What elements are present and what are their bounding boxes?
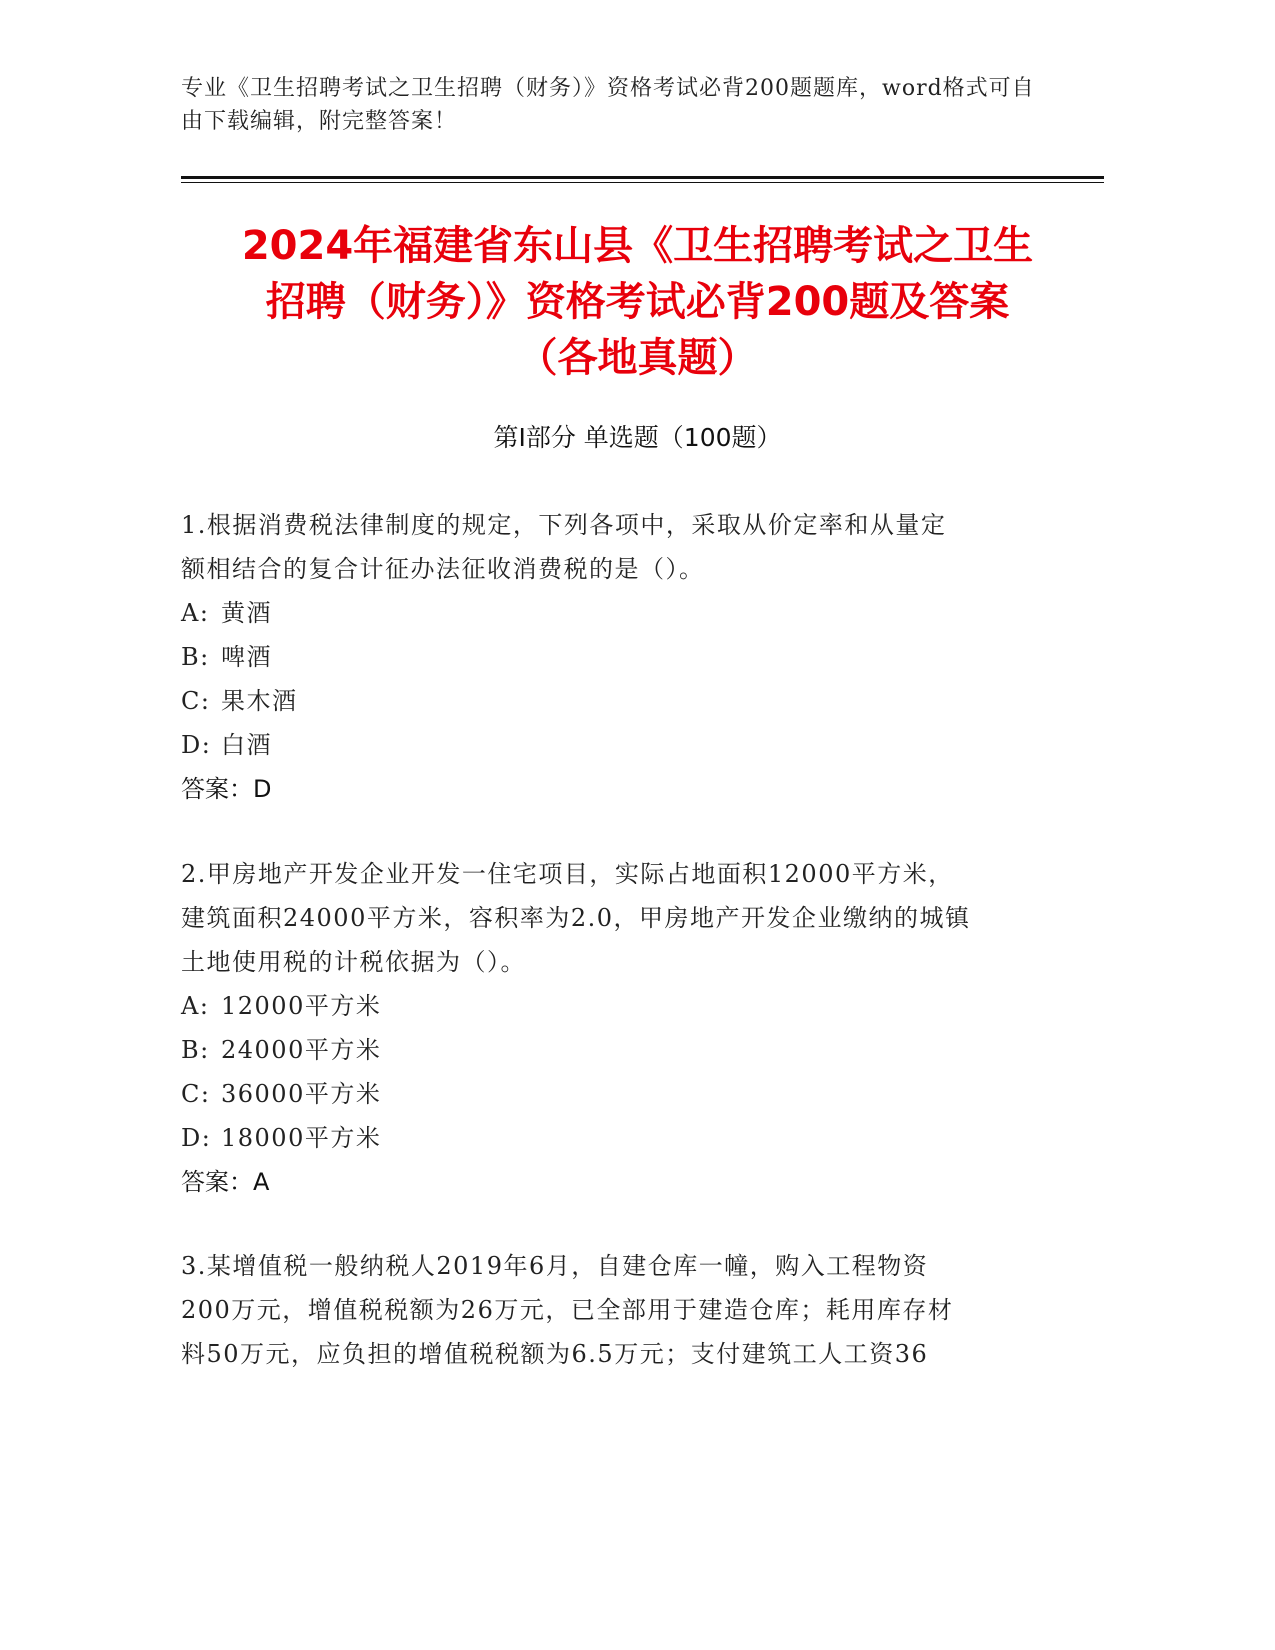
option-text: 白酒 bbox=[221, 731, 272, 759]
option-letter: D: bbox=[181, 1124, 212, 1152]
question-stem-line: 2.甲房地产开发企业开发一住宅项目，实际占地面积12000平方米， bbox=[181, 860, 954, 888]
header-divider-thick bbox=[181, 176, 1104, 179]
option-letter: B: bbox=[181, 643, 210, 671]
question-stem bbox=[181, 1244, 1061, 1376]
option-d bbox=[181, 1116, 1061, 1160]
question-1 bbox=[181, 503, 1061, 811]
option-text: 24000平方米 bbox=[221, 1036, 382, 1064]
document-title-line-3: （各地真题） bbox=[517, 335, 758, 381]
document-title-line-1: 2024年福建省东山县《卫生招聘考试之卫生 bbox=[241, 223, 1034, 269]
option-b bbox=[181, 635, 1061, 679]
option-text: 18000平方米 bbox=[221, 1124, 382, 1152]
option-a bbox=[181, 984, 1061, 1028]
header-divider-thin bbox=[181, 182, 1104, 183]
document-title bbox=[150, 218, 1125, 386]
option-c bbox=[181, 1072, 1061, 1116]
answer-line: 答案：A bbox=[181, 1168, 270, 1196]
question-stem-line: 建筑面积24000平方米，容积率为2.0，甲房地产开发企业缴纳的城镇 bbox=[181, 904, 971, 932]
option-letter: C: bbox=[181, 687, 211, 715]
question-stem-line: 额相结合的复合计征办法征收消费税的是（）。 bbox=[181, 555, 705, 583]
question-stem bbox=[181, 852, 1061, 984]
option-letter: A: bbox=[181, 599, 210, 627]
option-b bbox=[181, 1028, 1061, 1072]
question-stem bbox=[181, 503, 1061, 591]
header-note: 专业《卫生招聘考试之卫生招聘（财务）》资格考试必背200题题库，word格式可自由下载编辑，附完整答案！ bbox=[181, 76, 1035, 134]
option-d bbox=[181, 723, 1061, 767]
option-text: 果木酒 bbox=[221, 687, 298, 715]
option-text: 啤酒 bbox=[221, 643, 272, 671]
option-text: 黄酒 bbox=[221, 599, 272, 627]
option-letter: B: bbox=[181, 1036, 210, 1064]
option-a bbox=[181, 591, 1061, 635]
option-letter: A: bbox=[181, 992, 210, 1020]
option-c bbox=[181, 679, 1061, 723]
question-stem-line: 料50万元，应负担的增值税税额为6.5万元；支付建筑工人工资36 bbox=[181, 1340, 929, 1368]
question-stem-line: 1.根据消费税法律制度的规定，下列各项中，采取从价定率和从量定 bbox=[181, 511, 947, 539]
question-3 bbox=[181, 1244, 1061, 1376]
option-letter: D: bbox=[181, 731, 212, 759]
question-stem-line: 土地使用税的计税依据为（）。 bbox=[181, 948, 526, 976]
section-heading: 第I部分 单选题（100题） bbox=[493, 423, 782, 452]
question-2 bbox=[181, 852, 1061, 1204]
option-text: 36000平方米 bbox=[221, 1080, 382, 1108]
document-title-line-2: 招聘（财务）》资格考试必背200题及答案 bbox=[265, 279, 1010, 325]
option-text: 12000平方米 bbox=[221, 992, 382, 1020]
question-stem-line: 200万元，增值税税额为26万元，已全部用于建造仓库；耗用库存材 bbox=[181, 1296, 954, 1324]
option-letter: C: bbox=[181, 1080, 211, 1108]
answer-line: 答案：D bbox=[181, 775, 272, 803]
question-stem-line: 3.某增值税一般纳税人2019年6月，自建仓库一幢，购入工程物资 bbox=[181, 1252, 929, 1280]
